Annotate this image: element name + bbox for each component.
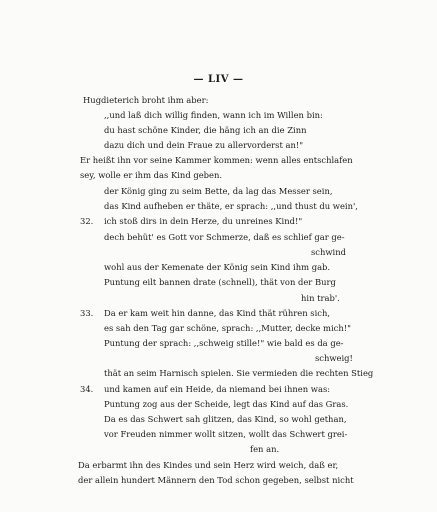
text-line: thät an seim Harnisch spielen. Sie vermieden die rechten Stieg [104,368,374,378]
text-line: dazu dich und dein Fraue zu allervorderst an!" [104,140,304,150]
text-line: Hugdieterich broht ihm aber: [83,95,209,105]
text-line: Puntung zog aus der Scheide, legt das Kind auf das Gras. [104,399,349,409]
text-line: das Kind aufheben er thäte, er sprach: ,,und thust du wein', [104,201,358,211]
text-line: schweig! [315,353,353,363]
text-line: Da er kam weit hin danne, das Kind thät rühren sich, [104,308,331,318]
text-line: fen an. [250,444,280,454]
text-line: Puntung der sprach: ,,schweig stille!" wie bald es da ge- [104,338,344,348]
text-line: ich stoß dirs in dein Herze, du unreines Kind!" [104,216,303,226]
text-line: sey, wolle er ihm das Kind geben. [80,170,223,180]
stanza-number: 34. [80,384,94,394]
text-line: der König ging zu seim Bette, da lag das Messer sein, [104,186,333,196]
text-line: Da es das Schwert sah glitzen, das Kind, so wohl gethan, [104,414,347,424]
text-line: Puntung eilt bannen drate (schnell), thät von der Burg [104,277,336,287]
text-line: Er heißt ihn vor seine Kammer kommen: wenn alles entschlafen [80,155,353,165]
page-header: — LIV — [193,74,244,85]
text-line: es sah den Tag gar schöne, sprach: ,,Mutter, decke mich!" [104,323,351,333]
text-line: wohl aus der Kemenate der König sein Kind ihm gab. [104,262,331,272]
text-line: du hast schöne Kinder, die häng ich an die Zinn [104,125,307,135]
text-line: Da erbarmt ihn des Kindes und sein Herz wird weich, daß er, [78,460,339,470]
stanza-number: 33. [80,308,94,318]
text-line: ,,und laß dich willig finden, wann ich im Willen bin: [104,110,323,120]
text-line: dech behüt' es Gott vor Schmerze, daß es schlief gar ge- [104,232,345,242]
text-line: schwind [311,247,346,257]
stanza-number: 32. [80,216,94,226]
text-line: vor Freuden nimmer wollt sitzen, wollt das Schwert grei- [104,429,348,439]
text-line: hin trab'. [301,293,340,303]
text-line: und kamen auf ein Heide, da niemand bei ihnen was: [104,384,331,394]
text-line: der allein hundert Männern den Tod schon gegeben, selbst nicht [78,475,354,485]
